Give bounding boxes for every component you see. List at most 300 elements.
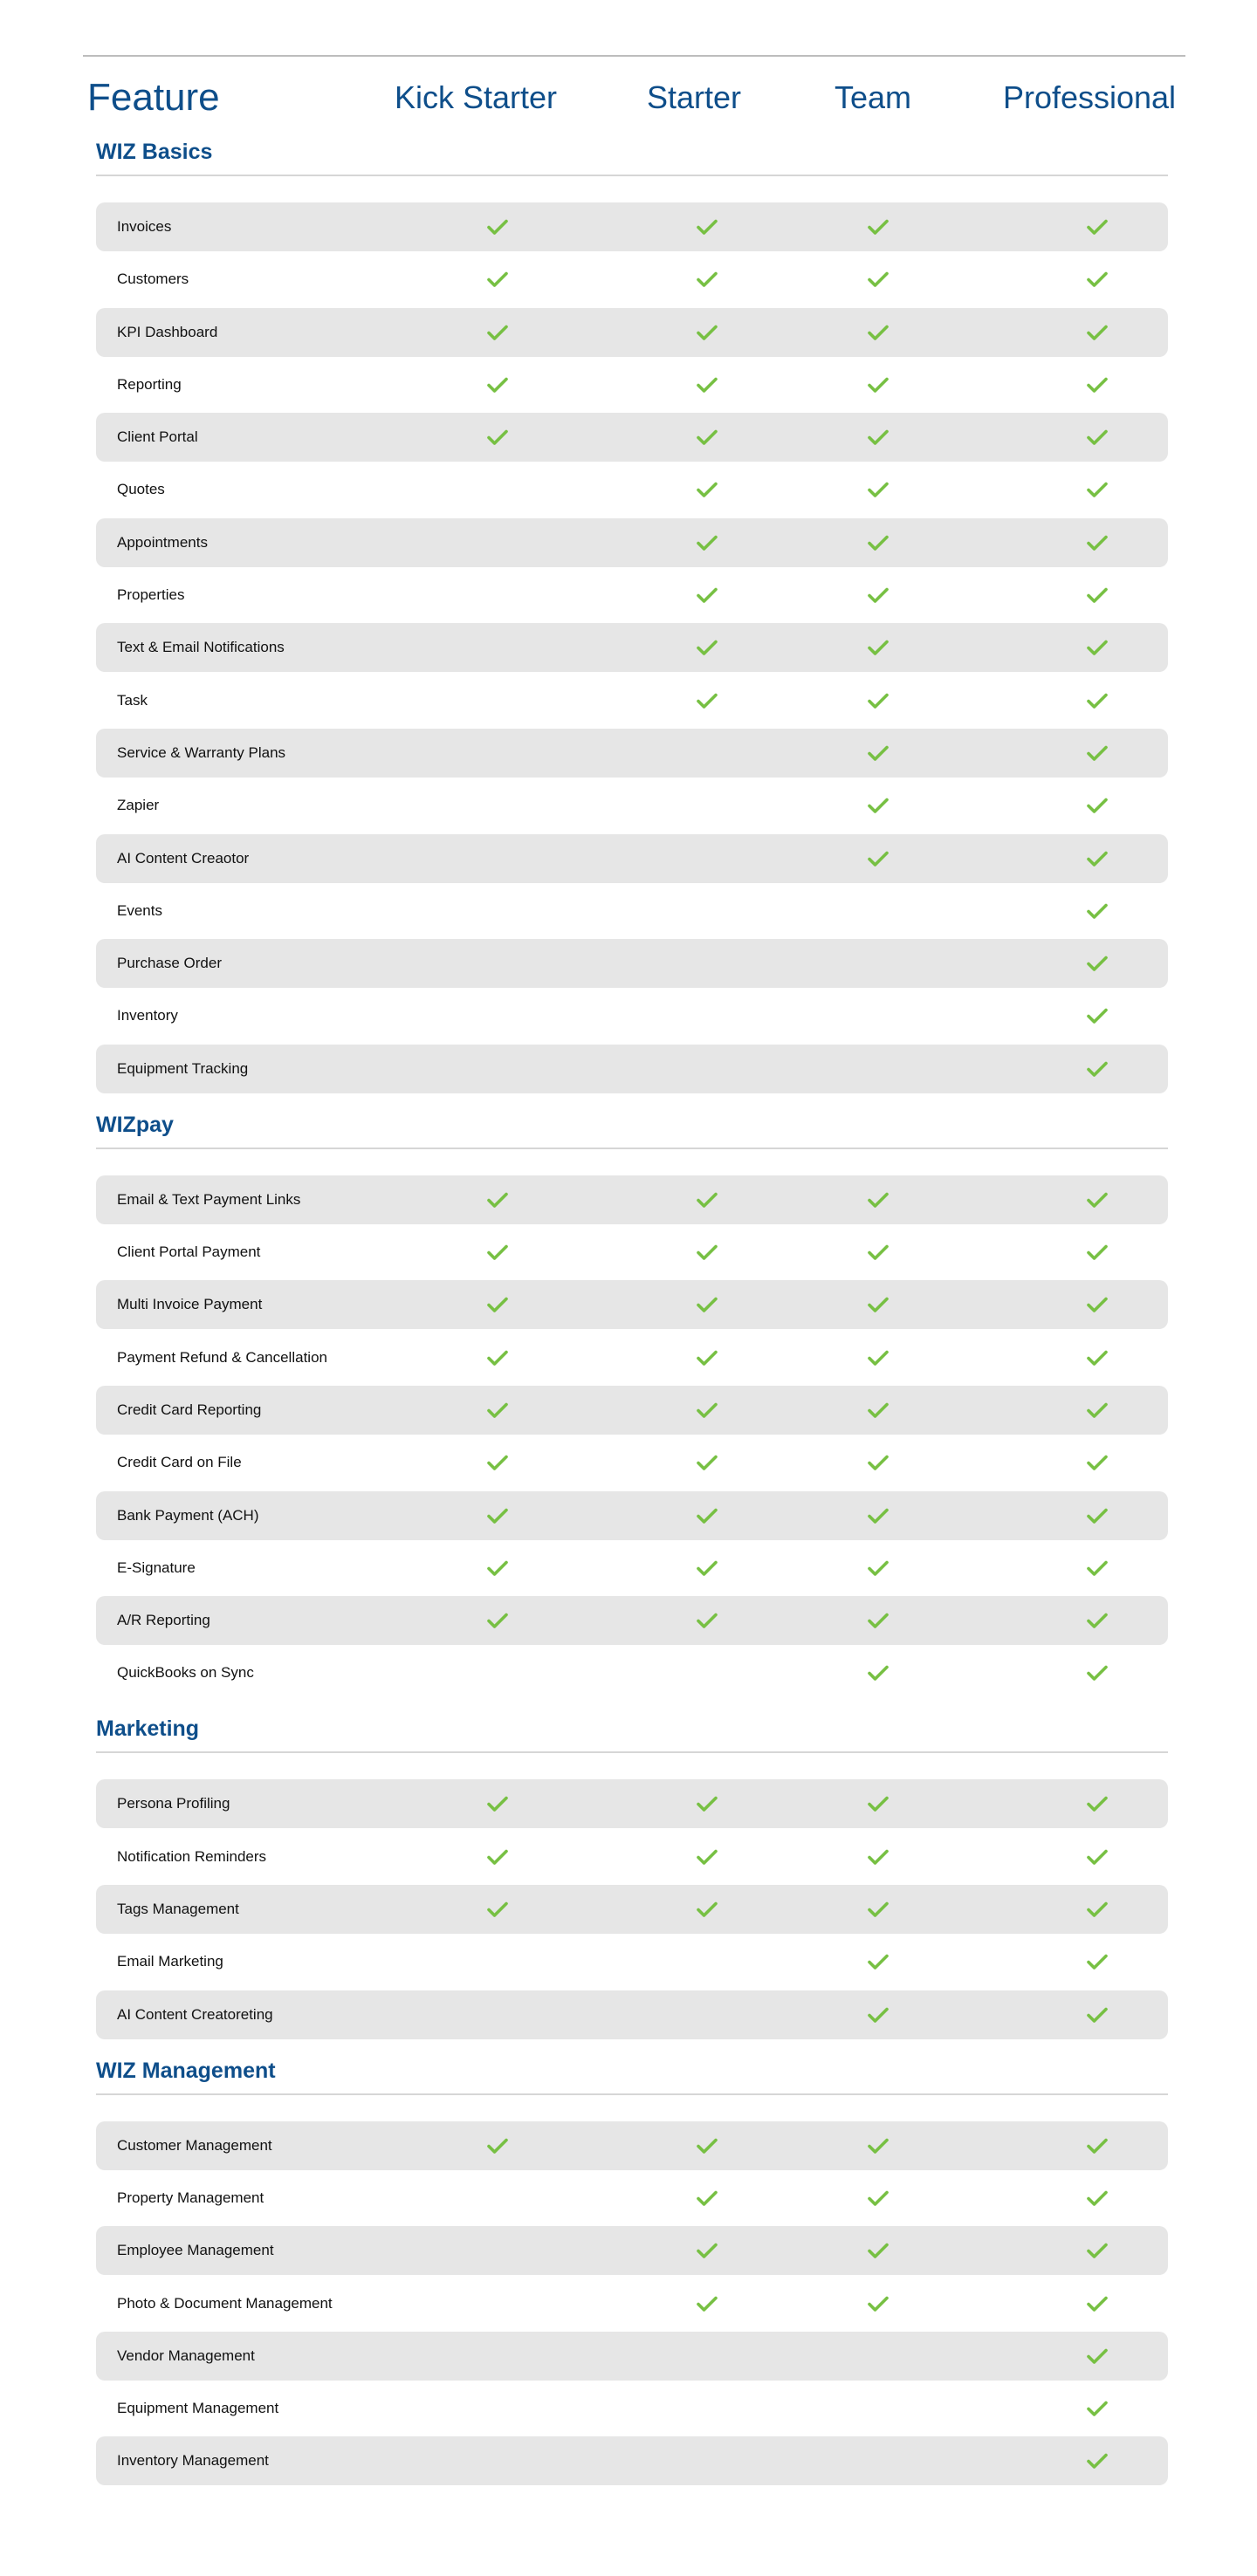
plan-cell [861,676,896,725]
checkmark-icon [1087,1901,1108,1918]
plan-cell [1080,2384,1115,2433]
checkmark-icon [1087,1060,1108,1078]
feature-label: Properties [117,586,185,604]
feature-section [0,129,1257,1093]
plan-cell [861,2332,896,2381]
table-row [96,1333,1168,1382]
feature-section [0,1706,1257,2038]
checkmark-icon [1087,1612,1108,1629]
plan-cell [861,1491,896,1540]
feature-label: Equipment Tracking [117,1059,249,1077]
checkmark-icon [1087,2006,1108,2024]
checkmark-icon [868,1401,889,1419]
plan-cell [690,939,725,988]
plan-cell [480,834,515,883]
checkmark-icon [487,2137,508,2155]
checkmark-icon [1087,1401,1108,1419]
checkmark-icon [697,1296,718,1313]
plan-cell [690,2436,725,2485]
checkmark-icon [1087,797,1108,814]
feature-label: KPI Dashboard [117,323,218,340]
plan-cell [480,1280,515,1329]
feature-label: Payment Refund & Cancellation [117,1348,327,1366]
checkmark-icon [868,1559,889,1577]
checkmark-icon [868,1349,889,1367]
plan-cell [861,2436,896,2485]
plan-cell [861,1045,896,1093]
checkmark-icon [487,1612,508,1629]
plan-cell [480,2332,515,2381]
plan-cell [480,1648,515,1697]
checkmark-icon [487,1848,508,1866]
plan-cell [861,1596,896,1645]
plan-cell [1080,2279,1115,2328]
checkmark-icon [697,1559,718,1577]
plan-cell [861,1990,896,2039]
plan-cell [1080,255,1115,304]
plan-cell [1080,308,1115,357]
checkmark-icon [868,797,889,814]
checkmark-icon [1087,1007,1108,1024]
plan-cell [1080,202,1115,251]
plan-cell [1080,1333,1115,1382]
feature-label: Customers [117,271,189,288]
plan-cell [480,1386,515,1435]
plan-cell [480,1045,515,1093]
checkmark-icon [1087,271,1108,288]
plan-cell [861,1779,896,1828]
plan-cell [690,1779,725,1828]
plan-cell [480,623,515,672]
table-row [96,518,1168,567]
checkmark-icon [697,1191,718,1209]
checkmark-icon [1087,850,1108,867]
checkmark-icon [697,586,718,604]
plan-cell [690,1937,725,1986]
plan-cell [480,1990,515,2039]
table-row [96,413,1168,462]
checkmark-icon [868,639,889,656]
plan-cell [690,1228,725,1277]
table-row [96,2384,1168,2433]
checkmark-icon [697,1507,718,1524]
feature-comparison-table [0,122,1257,2494]
plan-cell [480,676,515,725]
plan-cell [480,781,515,830]
table-row [96,2121,1168,2170]
plan-heading-kick-starter: Kick Starter [394,79,558,115]
plan-cell [690,623,725,672]
plan-heading-team: Team [834,79,912,115]
plan-cell [1080,1175,1115,1224]
plan-cell [1080,465,1115,514]
checkmark-icon [868,1664,889,1682]
checkmark-icon [1087,1191,1108,1209]
checkmark-icon [1087,2242,1108,2259]
checkmark-icon [1087,1296,1108,1313]
checkmark-icon [487,376,508,394]
plan-cell [480,1937,515,1986]
checkmark-icon [487,1795,508,1812]
checkmark-icon [487,1507,508,1524]
table-row [96,1779,1168,1828]
section-title: Marketing [96,1716,200,1742]
feature-section [0,1102,1257,1698]
plan-cell [861,2226,896,2275]
checkmark-icon [697,218,718,236]
plan-cell [861,518,896,567]
feature-label: Equipment Management [117,2400,279,2417]
plan-cell [480,1833,515,1881]
plan-cell [1080,1648,1115,1697]
checkmark-icon [697,376,718,394]
table-row [96,360,1168,409]
plan-cell [690,465,725,514]
feature-label: E-Signature [117,1559,196,1576]
checkmark-icon [1087,1454,1108,1471]
checkmark-icon [868,1191,889,1209]
checkmark-icon [1087,2400,1108,2417]
checkmark-icon [697,534,718,552]
checkmark-icon [868,1507,889,1524]
plan-cell [690,2279,725,2328]
plan-cell [690,202,725,251]
feature-section [0,2048,1257,2486]
checkmark-icon [868,534,889,552]
checkmark-icon [1087,481,1108,498]
plan-cell [1080,887,1115,935]
checkmark-icon [487,1296,508,1313]
feature-label: Inventory Management [117,2452,269,2470]
plan-cell [1080,1544,1115,1593]
plan-cell [480,2226,515,2275]
checkmark-icon [697,324,718,341]
plan-cell [690,1386,725,1435]
feature-label: Vendor Management [117,2346,255,2364]
plan-cell [690,887,725,935]
plan-cell [861,1937,896,1986]
plan-cell [861,991,896,1040]
feature-label: Employee Management [117,2242,274,2259]
table-row [96,1438,1168,1487]
feature-label: Client Portal Payment [117,1243,261,1261]
checkmark-icon [697,481,718,498]
plan-cell [480,308,515,357]
plan-cell [480,887,515,935]
checkmark-icon [697,1612,718,1629]
plan-cell [1080,1885,1115,1934]
table-row [96,1648,1168,1697]
checkmark-icon [487,1901,508,1918]
plan-cell [861,202,896,251]
checkmark-icon [1087,902,1108,920]
section-divider [96,1751,1168,1753]
checkmark-icon [1087,1243,1108,1261]
plan-cell [690,1438,725,1487]
plan-cell [861,2174,896,2223]
table-row [96,202,1168,251]
plan-cell [480,2384,515,2433]
plan-cell [690,1333,725,1382]
checkmark-icon [868,271,889,288]
feature-label: Quotes [117,481,165,498]
checkmark-icon [1087,2295,1108,2312]
plan-cell [480,939,515,988]
checkmark-icon [697,2137,718,2155]
table-row [96,2226,1168,2275]
table-row [96,781,1168,830]
checkmark-icon [487,218,508,236]
plan-cell [690,2226,725,2275]
checkmark-icon [697,639,718,656]
table-row [96,1280,1168,1329]
plan-cell [480,2279,515,2328]
table-row [96,2436,1168,2485]
feature-label: Multi Invoice Payment [117,1296,263,1313]
checkmark-icon [697,1243,718,1261]
checkmark-icon [1087,955,1108,972]
table-row [96,939,1168,988]
plan-cell [480,1175,515,1224]
plan-cell [861,1175,896,1224]
plan-cell [861,2121,896,2170]
plan-cell [690,1280,725,1329]
plan-cell [861,1438,896,1487]
plan-cell [690,255,725,304]
checkmark-icon [868,2189,889,2207]
checkmark-icon [1087,2452,1108,2470]
checkmark-icon [868,2295,889,2312]
plan-cell [690,360,725,409]
checkmark-icon [868,1953,889,1970]
checkmark-icon [487,1191,508,1209]
plan-cell [1080,2332,1115,2381]
plan-cell [861,623,896,672]
plan-cell [1080,413,1115,462]
plan-cell [1080,2121,1115,2170]
checkmark-icon [1087,744,1108,762]
plan-cell [861,255,896,304]
plan-cell [1080,834,1115,883]
checkmark-icon [487,324,508,341]
plan-cell [480,729,515,778]
plan-cell [690,2121,725,2170]
comparison-header [0,73,1257,122]
plan-cell [480,202,515,251]
plan-cell [690,1990,725,2039]
plan-cell [861,571,896,620]
plan-cell [861,360,896,409]
feature-label: Notification Reminders [117,1847,267,1865]
table-row [96,1544,1168,1593]
plan-cell [861,781,896,830]
plan-cell [1080,571,1115,620]
plan-cell [480,1885,515,1934]
plan-heading-professional: Professional [1002,79,1177,115]
table-row [96,465,1168,514]
plan-cell [1080,1386,1115,1435]
checkmark-icon [868,1454,889,1471]
table-row [96,676,1168,725]
checkmark-icon [868,1848,889,1866]
plan-cell [690,571,725,620]
plan-cell [690,308,725,357]
plan-cell [690,518,725,567]
plan-cell [861,1228,896,1277]
checkmark-icon [697,1901,718,1918]
plan-cell [480,518,515,567]
table-row [96,2332,1168,2381]
plan-cell [1080,1280,1115,1329]
plan-cell [1080,1491,1115,1540]
feature-label: AI Content Creatoreting [117,2005,273,2023]
plan-cell [690,1596,725,1645]
plan-cell [861,1544,896,1593]
table-row [96,1833,1168,1881]
plan-cell [480,2436,515,2485]
table-row [96,1228,1168,1277]
table-row [96,991,1168,1040]
checkmark-icon [1087,534,1108,552]
checkmark-icon [1087,692,1108,709]
plan-cell [1080,1937,1115,1986]
section-divider [96,2093,1168,2095]
feature-label: Service & Warranty Plans [117,743,286,761]
plan-cell [861,2384,896,2433]
plan-cell [1080,1438,1115,1487]
checkmark-icon [1087,376,1108,394]
plan-cell [690,1045,725,1093]
checkmark-icon [697,1454,718,1471]
plan-cell [480,991,515,1040]
top-divider [83,55,1185,57]
table-row [96,1175,1168,1224]
checkmark-icon [868,1795,889,1812]
checkmark-icon [868,1296,889,1313]
table-row [96,1491,1168,1540]
plan-cell [1080,2174,1115,2223]
plan-cell [480,571,515,620]
plan-cell [480,2121,515,2170]
table-row [96,1937,1168,1986]
feature-label: Client Portal [117,428,198,446]
feature-label: Invoices [117,218,172,235]
checkmark-icon [868,428,889,446]
checkmark-icon [697,692,718,709]
checkmark-icon [868,376,889,394]
section-title: WIZ Basics [96,140,213,164]
plan-cell [861,413,896,462]
plan-cell [690,2174,725,2223]
checkmark-icon [1087,586,1108,604]
feature-label: Bank Payment (ACH) [117,1506,259,1524]
table-row [96,623,1168,672]
plan-heading-starter: Starter [646,79,742,115]
checkmark-icon [697,1349,718,1367]
checkmark-icon [487,1349,508,1367]
plan-cell [1080,2436,1115,2485]
table-row [96,255,1168,304]
checkmark-icon [1087,2347,1108,2365]
plan-cell [1080,1990,1115,2039]
plan-cell [861,834,896,883]
checkmark-icon [1087,1507,1108,1524]
plan-cell [861,1333,896,1382]
feature-label: Zapier [117,797,160,814]
plan-cell [861,939,896,988]
checkmark-icon [868,1612,889,1629]
table-row [96,1990,1168,2039]
section-divider [96,175,1168,176]
plan-cell [861,2279,896,2328]
plan-cell [480,255,515,304]
checkmark-icon [868,1243,889,1261]
plan-cell [690,2384,725,2433]
plan-cell [1080,1833,1115,1881]
plan-cell [861,308,896,357]
checkmark-icon [1087,324,1108,341]
checkmark-icon [697,2242,718,2259]
section-title: WIZ Management [96,2058,276,2083]
plan-cell [1080,991,1115,1040]
table-row [96,834,1168,883]
plan-cell [480,1596,515,1645]
table-row [96,2174,1168,2223]
checkmark-icon [868,692,889,709]
checkmark-icon [1087,428,1108,446]
checkmark-icon [868,2137,889,2155]
feature-label: Inventory [117,1007,178,1024]
checkmark-icon [1087,639,1108,656]
table-row [96,887,1168,935]
plan-cell [1080,1228,1115,1277]
checkmark-icon [697,1848,718,1866]
plan-cell [480,465,515,514]
plan-cell [861,1386,896,1435]
plan-cell [1080,729,1115,778]
plan-cell [861,1885,896,1934]
checkmark-icon [487,1243,508,1261]
plan-cell [480,1779,515,1828]
plan-cell [690,413,725,462]
checkmark-icon [697,1401,718,1419]
plan-cell [861,1833,896,1881]
checkmark-icon [1087,1559,1108,1577]
plan-cell [1080,676,1115,725]
table-row [96,1386,1168,1435]
checkmark-icon [697,2189,718,2207]
table-row [96,1885,1168,1934]
plan-cell [480,1491,515,1540]
checkmark-icon [868,218,889,236]
checkmark-icon [487,271,508,288]
plan-cell [1080,1045,1115,1093]
plan-cell [690,676,725,725]
checkmark-icon [487,1401,508,1419]
table-row [96,1045,1168,1093]
checkmark-icon [697,2295,718,2312]
section-divider [96,1148,1168,1149]
table-row [96,571,1168,620]
checkmark-icon [487,1559,508,1577]
plan-cell [861,729,896,778]
plan-cell [480,1228,515,1277]
checkmark-icon [697,271,718,288]
plan-cell [480,360,515,409]
feature-label: Text & Email Notifications [117,639,285,656]
feature-label: Customer Management [117,2136,272,2154]
plan-cell [861,1280,896,1329]
